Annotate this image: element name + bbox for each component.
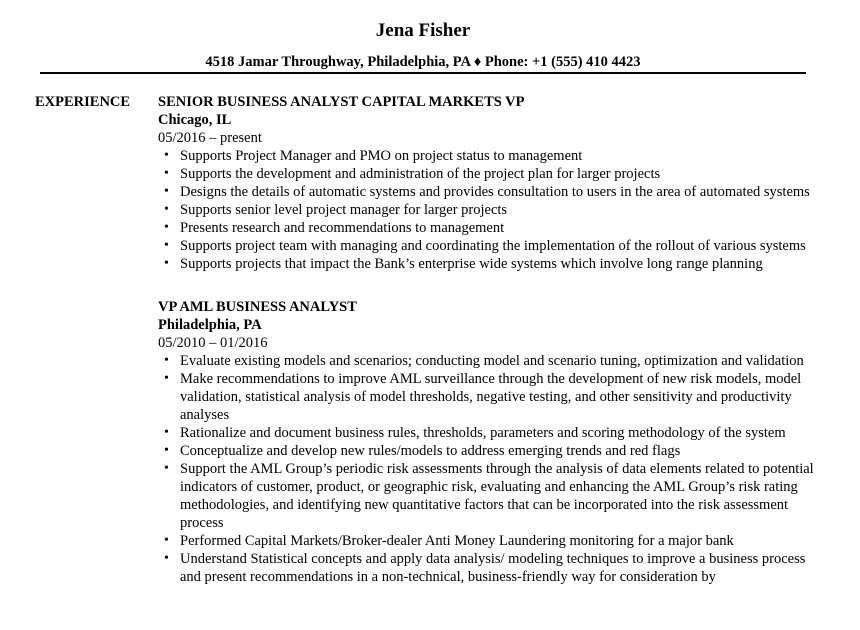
bullet-item [158,424,818,442]
job-title: VP AML BUSINESS ANALYST [158,299,357,315]
bullet-item [158,460,818,532]
bullet-item [158,219,818,237]
job-bullet-list [158,147,818,273]
bullet-item [158,550,818,586]
job-dates: 05/2010 – 01/2016 [158,335,268,351]
bullet-text: Conceptualize and develop new rules/models to address emerging trends and red flags [180,443,681,459]
bullet-icon: • [164,238,169,253]
bullet-icon: • [164,166,169,181]
bullet-icon: • [164,551,169,566]
bullet-text: Supports Project Manager and PMO on project status to management [180,148,583,164]
bullet-item [158,201,818,219]
bullet-text: Supports project team with managing and coordinating the implementation of the rollout of various systems [180,238,806,254]
section-label-experience: EXPERIENCE [35,94,131,110]
bullet-icon: • [164,148,169,163]
bullet-item [158,237,818,255]
bullet-item [158,442,818,460]
job-bullet-list [158,352,818,586]
bullet-text: Designs the details of automatic systems and provides consultation to users in the area of automated systems [180,184,810,200]
bullet-item [158,370,818,424]
job-dates: 05/2016 – present [158,130,262,146]
bullet-icon: • [164,461,169,476]
bullet-text: Supports the development and administration of the project plan for larger projects [180,166,661,182]
bullet-icon: • [164,533,169,548]
job-entry [158,93,818,273]
header-divider [40,72,806,74]
bullet-text: Performed Capital Markets/Broker-dealer Anti Money Laundering monitoring for a major bank [180,533,734,549]
bullet-text: Understand Statistical concepts and apply data analysis/ modeling techniques to improve a business process and present recommendations in a non-technical, business-friendly way for consideration by [180,551,806,585]
job-entry [158,298,818,586]
bullet-item [158,352,818,370]
bullet-text: Rationalize and document business rules, thresholds, parameters and scoring methodology of the system [180,425,786,441]
bullet-text: Supports senior level project manager for larger projects [180,202,508,218]
bullet-icon: • [164,220,169,235]
bullet-text: Support the AML Group’s periodic risk assessments through the analysis of data elements related to potential indicators of customer, product, or geographic risk, evaluating and enhancing the AML Group’s risk rating methodologies, and identifying new quantitative factors that can be incorporated into the risk assessment process [180,461,814,531]
bullet-text: Evaluate existing models and scenarios; conducting model and scenario tuning, optimization and validation [180,353,804,369]
bullet-icon: • [164,353,169,368]
bullet-item [158,183,818,201]
bullet-text: Make recommendations to improve AML surveillance through the development of new risk models, model validation, statistical analysis of model thresholds, negative testing, and other sensitivity and productivity analyses [180,371,802,423]
candidate-name: Jena Fisher [375,20,471,41]
bullet-icon: • [164,371,169,386]
bullet-icon: • [164,202,169,217]
bullet-text: Supports projects that impact the Bank’s enterprise wide systems which involve long range planning [180,256,763,272]
experience-content [158,93,818,611]
bullet-item [158,255,818,273]
job-location: Philadelphia, PA [158,317,262,333]
bullet-text: Presents research and recommendations to management [180,220,505,236]
job-location: Chicago, IL [158,112,232,128]
bullet-icon: • [164,184,169,199]
bullet-item [158,147,818,165]
bullet-icon: • [164,256,169,271]
job-title: SENIOR BUSINESS ANALYST CAPITAL MARKETS VP [158,94,525,110]
contact-line: 4518 Jamar Throughway, Philadelphia, PA ♦ Phone: +1 (555) 410 4423 [205,54,641,70]
bullet-icon: • [164,443,169,458]
bullet-icon: • [164,425,169,440]
bullet-item [158,532,818,550]
bullet-item [158,165,818,183]
